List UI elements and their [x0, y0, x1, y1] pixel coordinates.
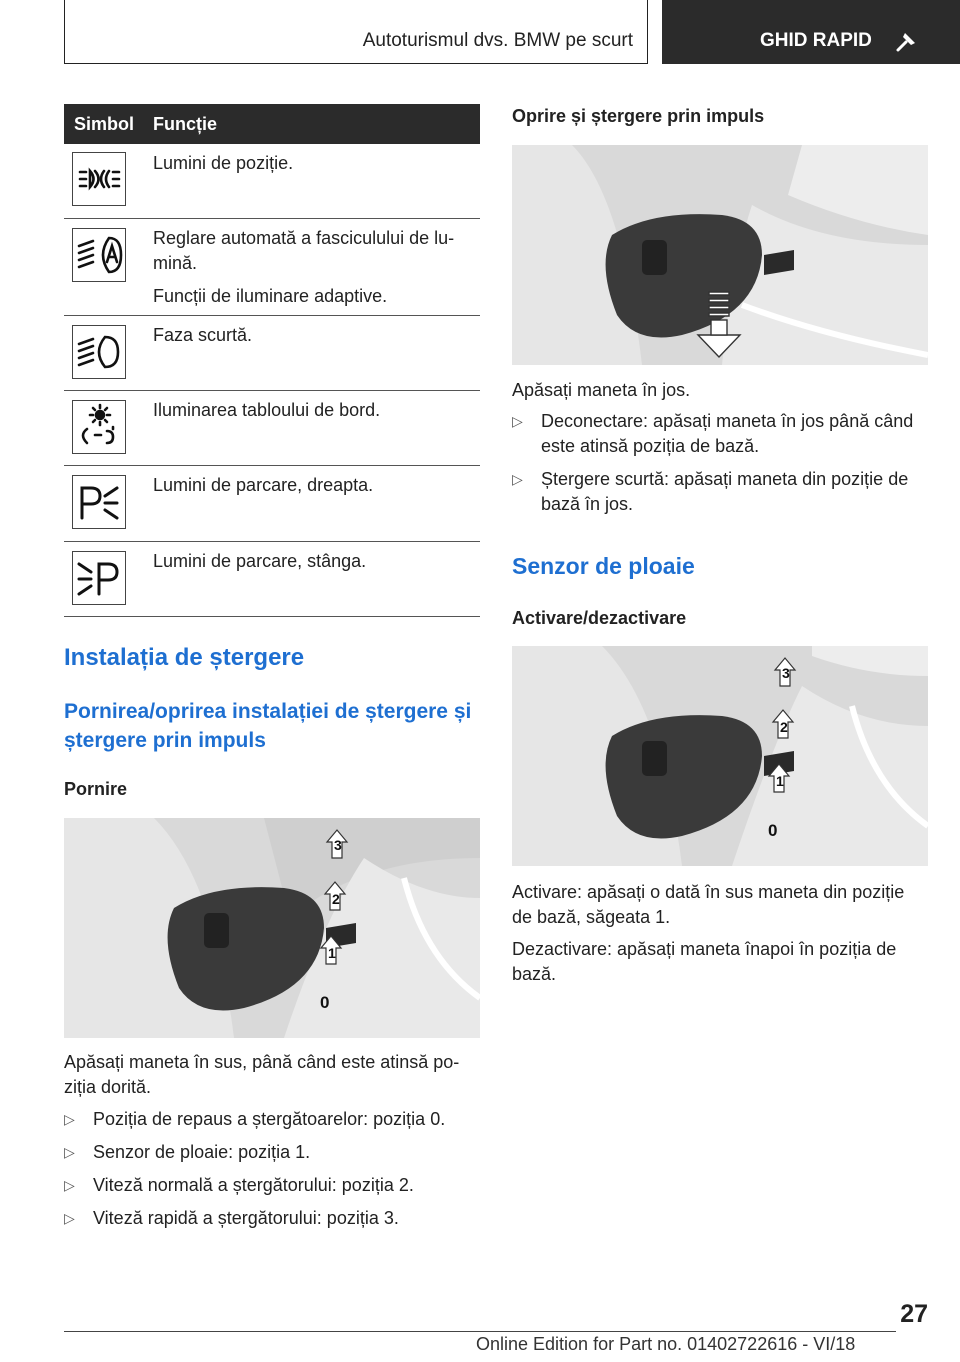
section-title: Instalația de ștergere — [64, 644, 305, 671]
triangle-bullet-icon: ▷ — [512, 413, 523, 429]
position-label: 2 — [780, 719, 788, 735]
position-label: 2 — [332, 891, 340, 907]
stop-text: Apăsați maneta în jos. — [512, 380, 691, 400]
start-heading: Pornire — [64, 779, 128, 799]
low-beam-icon — [72, 325, 126, 379]
instrument-lighting-icon — [72, 400, 126, 454]
wiper-lever-down-image — [512, 145, 928, 365]
table-row — [64, 219, 480, 316]
function-text: Iluminarea tabloului de bord. — [153, 400, 381, 420]
position-label: 1 — [776, 773, 784, 789]
deactivate-text: Dezactivare: apăsați maneta înapoi în poziția de bază. — [512, 939, 897, 984]
position-label: 3 — [782, 665, 790, 681]
list-item: ▷ Viteză rapidă a ștergătorului: poziția 3. — [64, 1206, 480, 1231]
function-text: Lumini de parcare, dreapta. — [153, 475, 374, 495]
header-box — [64, 0, 648, 64]
quick-guide-label: GHID RAPID — [760, 30, 872, 51]
rain-heading: Activare/dezactivare — [512, 608, 687, 628]
footer-divider — [64, 1331, 896, 1332]
subsection-title: Pornirea/oprirea instalației de ștergere și ștergere prin impuls — [64, 700, 472, 752]
table-row — [64, 466, 480, 542]
list-item: ▷ Viteză normală a ștergătorului: poziția 2. — [64, 1173, 480, 1198]
triangle-bullet-icon: ▷ — [512, 471, 523, 487]
page-number: 27 — [900, 1300, 928, 1328]
rain-sensor-title: Senzor de ploaie — [512, 553, 695, 579]
parking-light-left-icon — [72, 551, 126, 605]
function-text: Lumini de poziție. — [153, 153, 294, 173]
parking-light-right-icon — [72, 475, 126, 529]
triangle-bullet-icon: ▷ — [64, 1210, 75, 1226]
activate-text: Activare: apăsați o dată în sus maneta din poziție de bază, săgeata 1. — [512, 882, 905, 927]
table-row — [64, 316, 480, 391]
rain-sensor-image — [512, 646, 928, 866]
function-text: Faza scurtă. — [153, 325, 253, 345]
position-label: 3 — [334, 837, 342, 853]
edition-text: Online Edition for Part no. 01402722616 - VI/18 — [476, 1334, 856, 1354]
start-text: Apăsați maneta în sus, până când este atinsă po-ziția dorită. — [64, 1052, 460, 1097]
stop-heading: Oprire și ștergere prin impuls — [512, 106, 765, 126]
triangle-bullet-icon: ▷ — [64, 1111, 75, 1127]
list-item: ▷ Poziția de repaus a ștergătoarelor: poziția 0. — [64, 1107, 480, 1132]
col-function: Funcție — [153, 114, 218, 134]
position-label: 0 — [768, 821, 778, 840]
quick-guide-tab[interactable] — [662, 0, 960, 64]
function-text: Reglare automată a fasciculului de lu-mină. — [153, 228, 455, 273]
list-item: ▷ Deconectare: apăsați maneta în jos până când este atinsă poziția de bază. — [512, 411, 914, 456]
position-label: 0 — [320, 993, 330, 1012]
table-row — [64, 144, 480, 219]
triangle-bullet-icon: ▷ — [64, 1177, 75, 1193]
function-text: Funcții de iluminare adaptive. — [153, 286, 388, 306]
col-symbol: Simbol — [74, 114, 135, 134]
list-item: ▷ Ștergere scurtă: apăsați maneta din poziție de bază în jos. — [512, 469, 909, 514]
table-row — [64, 542, 480, 617]
list-item: ▷ Senzor de ploaie: poziția 1. — [64, 1140, 480, 1165]
function-text: Lumini de parcare, stânga. — [153, 551, 367, 571]
table-row — [64, 391, 480, 466]
auto-headlight-icon — [72, 228, 126, 282]
chapter-title: Autoturismul dvs. BMW pe scurt — [362, 30, 633, 51]
table-header — [64, 104, 480, 144]
position-lights-icon — [72, 152, 126, 206]
position-label: 1 — [328, 945, 336, 961]
wiper-lever-up-image — [64, 818, 480, 1038]
quick-guide-icon — [894, 28, 920, 54]
triangle-bullet-icon: ▷ — [64, 1144, 75, 1160]
